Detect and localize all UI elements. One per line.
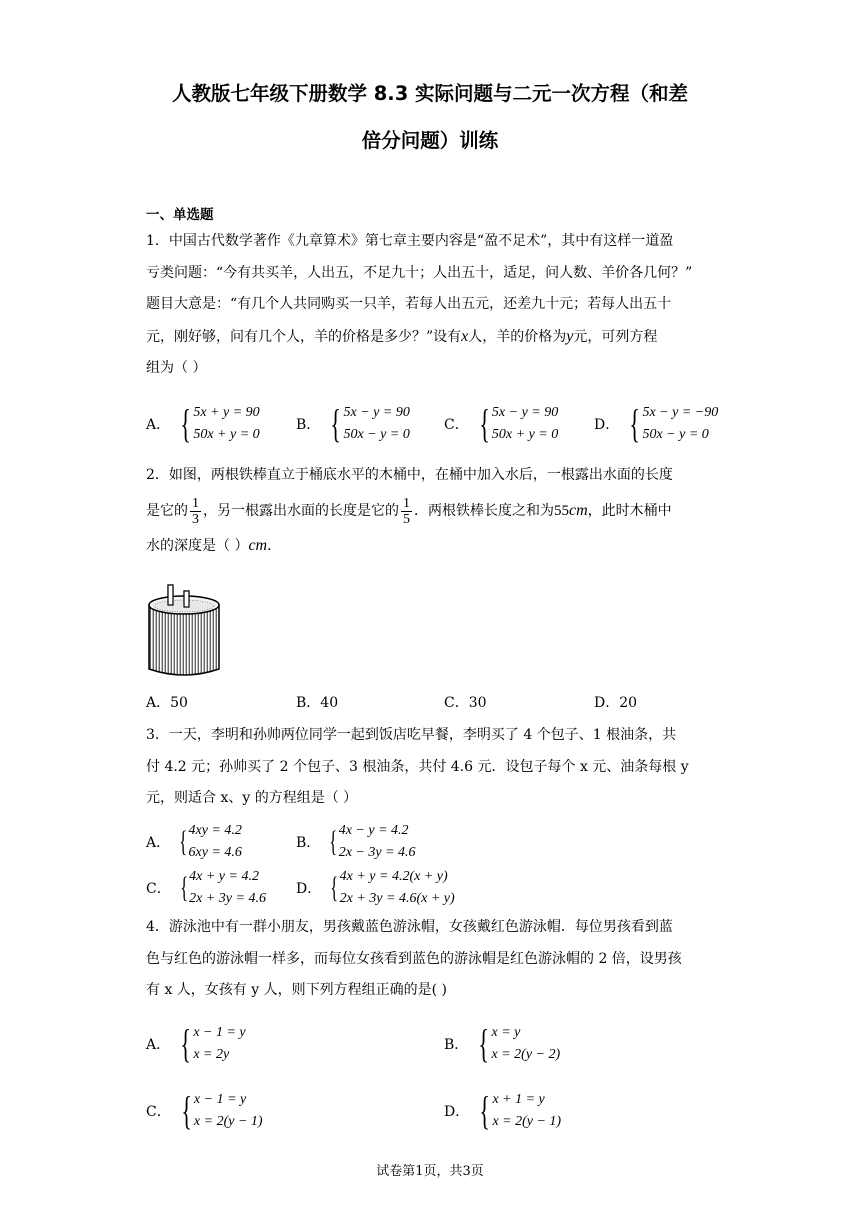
question-4 — [146, 912, 714, 1007]
barrel-body — [149, 605, 219, 675]
q4-option-c[interactable]: C． { x − 1 = y x = 2(y − 1) — [146, 1088, 263, 1133]
question-2 — [146, 460, 714, 561]
brace-icon: { — [180, 1021, 192, 1066]
brace-icon: { — [330, 401, 342, 446]
title-line-1: 人教版七年级下册数学 8.3 实际问题与二元一次方程（和差 — [171, 82, 689, 105]
q1-option-d[interactable]: D． { 5x − y = −90 50x − y = 0 — [594, 401, 719, 446]
q1-option-b[interactable]: B． { 5x − y = 90 50x − y = 0 — [296, 401, 410, 446]
brace-icon: { — [629, 401, 641, 446]
brace-icon: { — [179, 871, 188, 904]
brace-icon: { — [479, 1088, 491, 1133]
q3-option-a[interactable]: A． { 4xy = 4.2 6xy = 4.6 — [146, 823, 242, 860]
title-line-2: 倍分问题）训练 — [361, 129, 499, 152]
question-1 — [146, 226, 714, 385]
document-title — [100, 70, 760, 164]
q3-line-1: 3．一天，李明和孙帅两位同学一起到饭店吃早餐，李明买了 4 个包子、1 根油条，共 — [146, 727, 677, 743]
q4-line-1: 4．游泳池中有一群小朋友，男孩戴蓝色游泳帽，女孩戴红色游泳帽．每位男孩看到蓝 — [146, 919, 673, 935]
q2-line-1: 2．如图，两根铁棒直立于桶底水平的木桶中，在桶中加入水后，一根露出水面的长度 — [146, 467, 673, 483]
q3-option-c[interactable]: C． { 4x + y = 4.2 2x + 3y = 4.6 — [146, 869, 266, 906]
q3-option-b[interactable]: B． { 4x − y = 4.2 2x − 3y = 4.6 — [296, 823, 416, 860]
page-footer: 试卷第1页，共3页 — [376, 1164, 484, 1179]
barrel-figure — [146, 583, 222, 679]
q1-line-5: 组为（ ） — [146, 360, 207, 376]
brace-icon: { — [179, 825, 188, 858]
q2-line-2: 是它的 $\frac{1}{3}$ ，另一根露出水面的长度是它的 $\frac{1}{5}$ ．两根铁棒长度之和为55cm，此时木桶中 — [146, 495, 672, 527]
q1-line-3: 题目大意是：“有几个人共同购买一只羊，若每人出五元，还差九十元；若每人出五十 — [146, 296, 672, 312]
brace-icon: { — [180, 401, 192, 446]
q4-line-2: 色与红色的游泳帽一样多，而每位女孩看到蓝色的游泳帽是红色游泳帽的 2 倍，设男孩 — [146, 950, 682, 967]
q2-option-d[interactable]: D．20 — [594, 695, 638, 711]
q4-line-3: 有 x 人，女孩有 y 人，则下列方程组正确的是( ) — [146, 982, 447, 998]
brace-icon: { — [181, 1088, 192, 1133]
q1-line-2: 亏类问题：“今有共买羊，人出五，不足九十；人出五十，适足，问人数、羊价各几何？” — [146, 264, 693, 281]
q1-option-a[interactable]: A． { 5x + y = 90 50x + y = 0 — [146, 401, 260, 446]
q1-line-1: 1．中国古代数学著作《九章算术》第七章主要内容是“盈不足术”，其中有这样一道盈 — [146, 233, 674, 249]
q1-line-4: 元，刚好够，问有几个人，羊的价格是多少？”设有x人，羊的价格为y元，可列方程 — [146, 327, 658, 345]
fraction-one-third: $\frac{1}{3}$ — [192, 495, 199, 527]
q1-option-c[interactable]: C． { 5x − y = 90 50x + y = 0 — [444, 401, 559, 446]
q2-option-c[interactable]: C．30 — [444, 695, 487, 711]
q3-option-d[interactable]: D． { 4x + y = 4.2(x + y) 2x + 3y = 4.6(x + y) — [296, 869, 455, 906]
q3-line-3: 元，则适合 x、y 的方程组是（ ） — [146, 790, 358, 806]
brace-icon: { — [329, 825, 338, 858]
brace-icon: { — [478, 1021, 490, 1066]
q4-option-a[interactable]: A． { x − 1 = y x = 2y — [146, 1021, 246, 1066]
q2-option-a[interactable]: A．50 — [146, 695, 188, 711]
question-3 — [146, 720, 714, 815]
q4-option-b[interactable]: B． { x = y x = 2(y − 2) — [444, 1021, 561, 1066]
section-heading: 一、单选题 — [146, 207, 214, 223]
q3-line-2: 付 4.2 元；孙帅买了 2 个包子、3 根油条，共付 4.6 元．设包子每个 x 元、油条每根 y — [146, 758, 689, 775]
q4-option-d[interactable]: D． { x + 1 = y x = 2(y − 1) — [444, 1088, 562, 1133]
brace-icon: { — [479, 401, 490, 446]
q2-line-3: 水的深度是（ ）cm． — [146, 537, 282, 554]
brace-icon: { — [330, 871, 339, 904]
q2-option-b[interactable]: B．40 — [296, 695, 339, 711]
fraction-one-fifth: $\frac{1}{5}$ — [403, 495, 410, 527]
